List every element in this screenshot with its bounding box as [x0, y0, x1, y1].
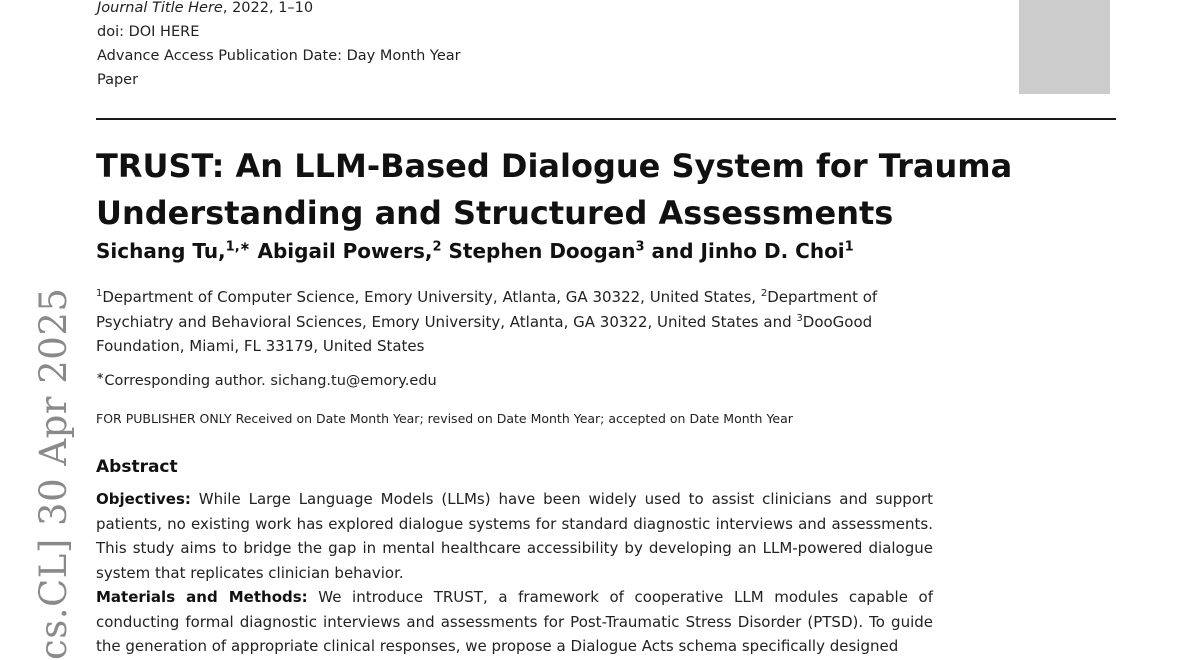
header-divider: [96, 118, 1116, 120]
journal-title: Journal Title Here: [97, 0, 223, 16]
methods-text: We introduce TRUST, a framework of cooperative LLM modules capable of conducting formal diagnostic interviews and assessments for Post-Traumatic Stress Disorder (PTSD). To guide the generation of appropriate clinical responses, we propose a Dialogue Acts schema specifically designed: [96, 588, 933, 655]
author-name: Abigail Powers,: [257, 239, 433, 263]
objectives-text: While Large Language Models (LLMs) have been widely used to assist clinicians and support patients, no existing work has explored dialogue systems for standard diagnostic interviews and assessments. This study aims to bridge the gap in mental healthcare accessibility by developing an LLM-powered dialogue system that replicates clinician behavior.: [96, 490, 933, 582]
affiliations: [96, 285, 932, 359]
journal-line: [97, 0, 313, 21]
affiliation-mark: 2: [760, 288, 768, 299]
corresponding-mark: ∗: [96, 371, 105, 382]
access-date-line: Advance Access Publication Date: Day Month Year: [97, 48, 461, 64]
abstract-heading: Abstract: [96, 457, 178, 477]
objectives-label: Objectives:: [96, 490, 191, 508]
author-list: [96, 239, 854, 263]
paper-type: Paper: [97, 72, 139, 88]
publisher-note: FOR PUBLISHER ONLY Received on Date Month Year; revised on Date Month Year; accepted on Date Month Year: [96, 411, 793, 426]
abstract-methods: [96, 585, 933, 659]
author-affiliation-mark: 1: [844, 239, 854, 255]
paper-title: TRUST: An LLM-Based Dialogue System for Trauma Understanding and Structured Assessments: [96, 147, 1013, 232]
author-conjunction: and: [651, 239, 694, 263]
author-name: Jinho D. Choi: [700, 239, 845, 263]
affiliation-mark: 3: [796, 312, 803, 324]
author-affiliation-mark: 3: [635, 239, 645, 255]
abstract-objectives: [96, 487, 933, 585]
journal-logo-placeholder: [1019, 0, 1110, 94]
author-name: Stephen Doogan: [448, 239, 636, 263]
affiliation-text: DooGood Foundation, Miami, FL 33179, United States: [96, 312, 873, 355]
author-affiliation-mark: 1,∗: [225, 239, 251, 255]
doi-line: doi: DOI HERE: [97, 24, 200, 40]
affiliation-text: Department of Computer Science, Emory University, Atlanta, GA 30322, United States,: [102, 288, 757, 306]
affiliation-text: Department of Psychiatry and Behavioral Sciences, Emory University, Atlanta, GA 30322, United States and: [96, 288, 878, 331]
journal-year-pages: , 2022, 1–10: [222, 0, 314, 16]
corresponding-author: [96, 371, 437, 389]
corresponding-text: Corresponding author. sichang.tu@emory.edu: [104, 372, 437, 389]
author-affiliation-mark: 2: [432, 239, 442, 255]
arxiv-stamp: cs.CL] 30 Apr 2025: [32, 287, 75, 660]
methods-label: Materials and Methods:: [96, 588, 308, 606]
abstract-body: [96, 487, 933, 659]
author-name: Sichang Tu,: [96, 239, 226, 263]
affiliation-mark: 1: [96, 288, 103, 299]
